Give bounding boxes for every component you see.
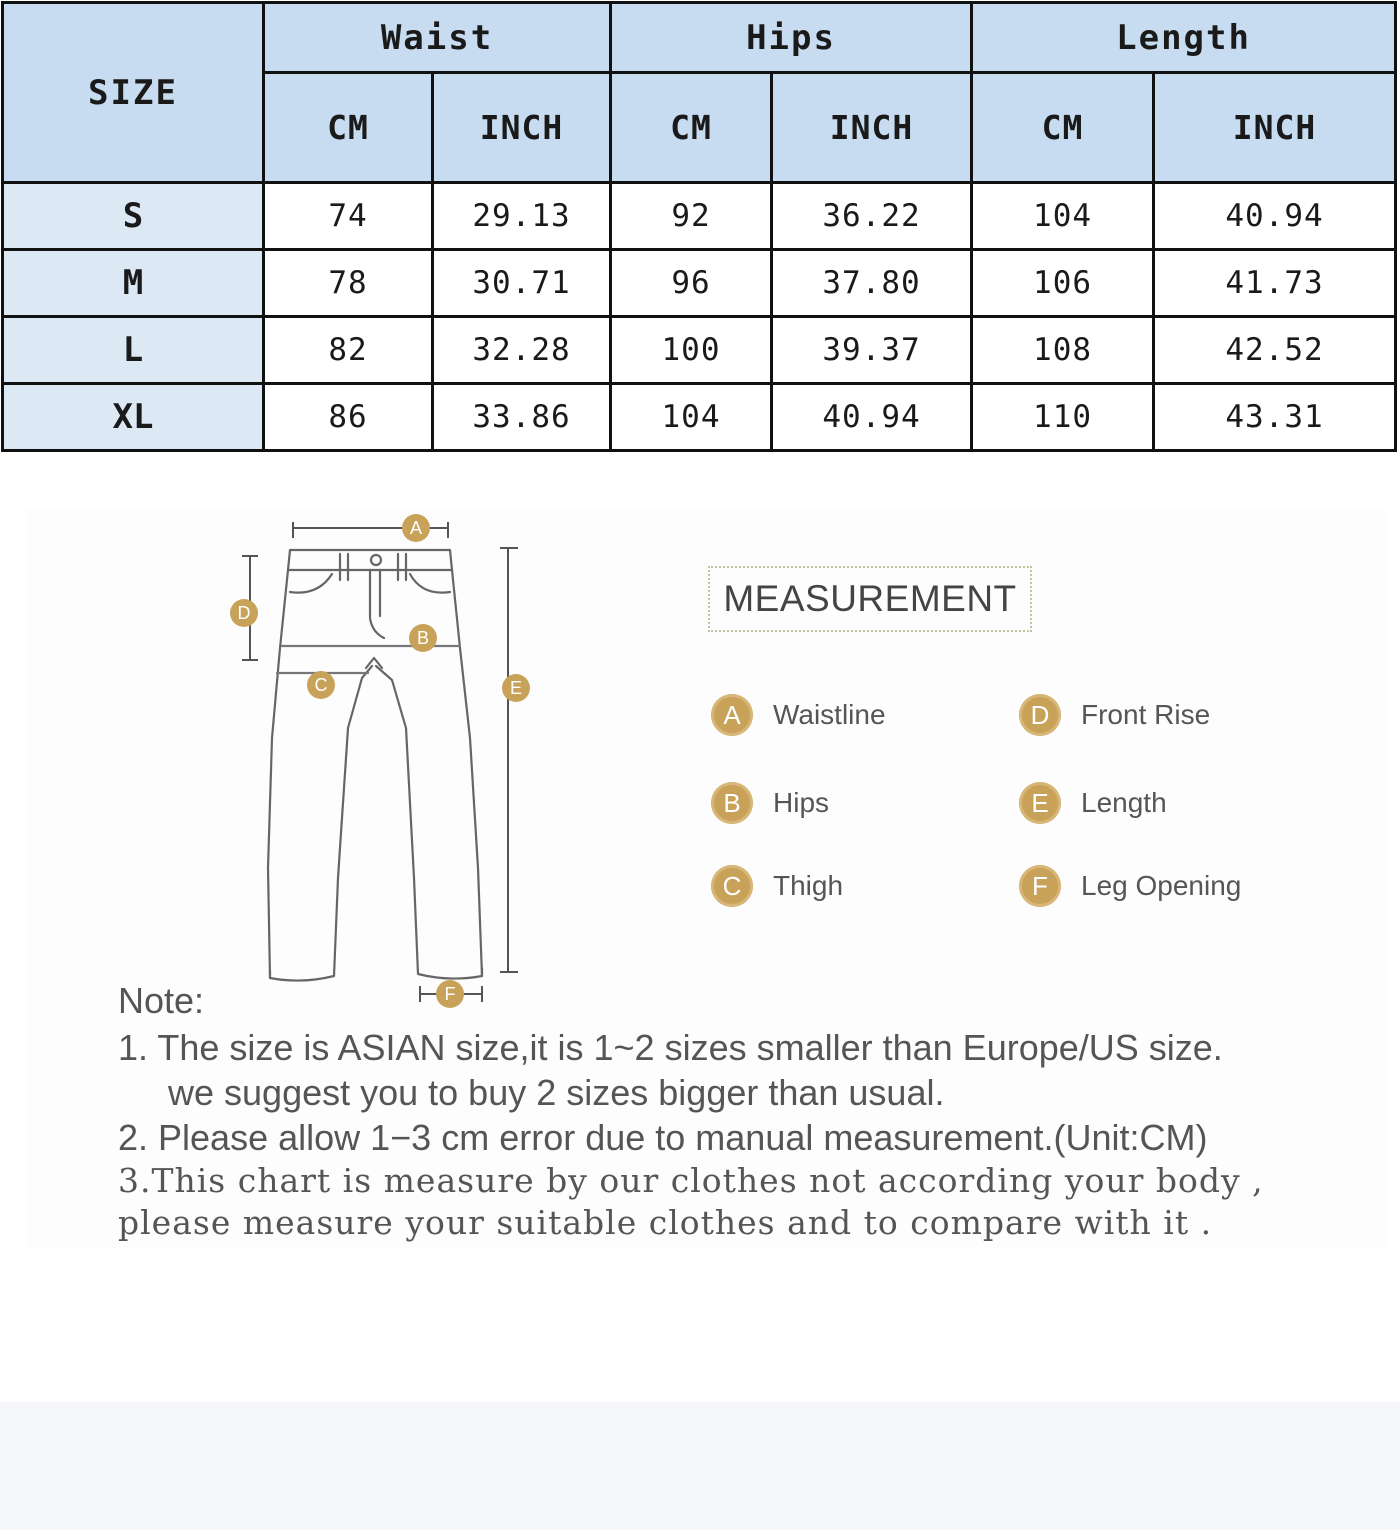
letter-badge: D	[1019, 694, 1061, 736]
size-header: SIZE	[3, 3, 264, 183]
table-cell: 30.71	[433, 250, 611, 317]
table-row	[3, 183, 1396, 250]
table-row	[3, 384, 1396, 451]
unit-header: INCH	[772, 73, 972, 183]
length-header: Length	[972, 3, 1396, 73]
letter-badge: A	[711, 694, 753, 736]
unit-header: CM	[264, 73, 433, 183]
svg-text:F: F	[444, 984, 456, 1004]
table-cell: 29.13	[433, 183, 611, 250]
legend-waistline	[711, 694, 886, 736]
note-line-3a: 3.This chart is measure by our clothes not according your body ,	[118, 1161, 1264, 1200]
table-cell: 108	[972, 317, 1154, 384]
table-cell: 78	[264, 250, 433, 317]
table-cell: 82	[264, 317, 433, 384]
table-cell: 41.73	[1154, 250, 1396, 317]
note-line-1b: we suggest you to buy 2 sizes bigger than usual.	[168, 1072, 945, 1113]
table-cell: 104	[611, 384, 772, 451]
legend-label: Length	[1081, 787, 1167, 818]
table-cell: 32.28	[433, 317, 611, 384]
svg-text:D: D	[237, 603, 251, 623]
marker-e	[502, 674, 530, 702]
letter-badge: B	[711, 782, 753, 824]
legend-thigh	[711, 865, 843, 907]
svg-text:A: A	[409, 518, 423, 538]
legend-length	[1019, 782, 1167, 824]
size-label: M	[3, 250, 264, 317]
unit-header: CM	[972, 73, 1154, 183]
hips-header: Hips	[611, 3, 972, 73]
note-line-2: 2. Please allow 1−3 cm error due to manual measurement.(Unit:CM)	[118, 1117, 1208, 1158]
table-cell: 92	[611, 183, 772, 250]
table-cell: 106	[972, 250, 1154, 317]
unit-header: INCH	[1154, 73, 1396, 183]
note-title: Note:	[118, 980, 205, 1021]
table-cell: 36.22	[772, 183, 972, 250]
svg-text:E: E	[509, 678, 523, 698]
table-cell: 43.31	[1154, 384, 1396, 451]
legend-label: Front Rise	[1081, 699, 1211, 730]
table-row	[3, 250, 1396, 317]
table-cell: 86	[264, 384, 433, 451]
svg-text:C: C	[314, 675, 328, 695]
legend-label: Thigh	[773, 870, 844, 901]
size-label: XL	[3, 384, 264, 451]
table-cell: 100	[611, 317, 772, 384]
table-cell: 110	[972, 384, 1154, 451]
bottom-strip	[0, 1402, 1400, 1530]
measurement-title: MEASUREMENT	[708, 566, 1032, 632]
waist-header: Waist	[264, 3, 611, 73]
marker-c	[307, 671, 335, 699]
marker-b	[409, 624, 437, 652]
marker-d	[230, 599, 258, 627]
table-cell: 40.94	[1154, 183, 1396, 250]
legend-front-rise	[1019, 694, 1210, 736]
legend-label: Waistline	[773, 699, 886, 730]
letter-badge: E	[1019, 782, 1061, 824]
legend-hips	[711, 782, 829, 824]
svg-text:B: B	[416, 628, 430, 648]
table-cell: 74	[264, 183, 433, 250]
note-line-3b: please measure your suitable clothes and to compare with it .	[118, 1203, 1213, 1242]
table-cell: 96	[611, 250, 772, 317]
table-row	[3, 317, 1396, 384]
size-label: S	[3, 183, 264, 250]
unit-header: INCH	[433, 73, 611, 183]
table-cell: 104	[972, 183, 1154, 250]
table-cell: 39.37	[772, 317, 972, 384]
size-chart-table	[1, 1, 1397, 452]
table-cell: 40.94	[772, 384, 972, 451]
legend-label: Hips	[773, 787, 830, 818]
size-label: L	[3, 317, 264, 384]
legend-leg-opening	[1019, 865, 1241, 907]
pants-diagram	[220, 508, 540, 1008]
table-cell: 33.86	[433, 384, 611, 451]
note-line-1: 1. The size is ASIAN size,it is 1~2 sizes smaller than Europe/US size.	[118, 1027, 1223, 1068]
notes-block	[118, 980, 1378, 1244]
unit-header: CM	[611, 73, 772, 183]
table-cell: 37.80	[772, 250, 972, 317]
table-cell: 42.52	[1154, 317, 1396, 384]
letter-badge: F	[1019, 865, 1061, 907]
letter-badge: C	[711, 865, 753, 907]
marker-a	[402, 514, 430, 542]
legend-label: Leg Opening	[1081, 870, 1242, 901]
